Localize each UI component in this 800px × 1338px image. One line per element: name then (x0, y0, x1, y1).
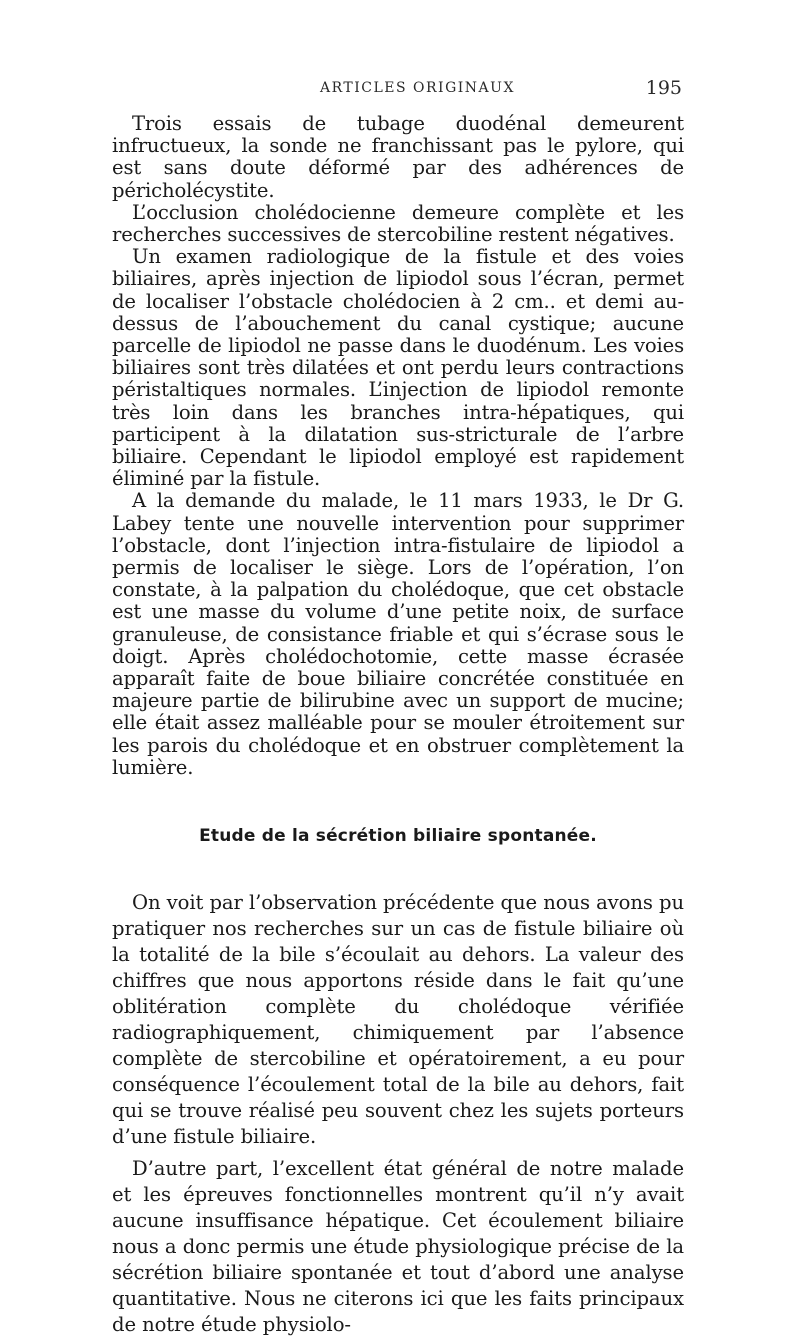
page-number: 195 (645, 77, 682, 99)
paragraph-intervention: A la demande du malade, le 11 mars 1933, le Dr G. Labey tente une nouvelle intervention pour supprimer l’obstacle, dont l’injection intra-fistulaire de lipiodol a permis de localiser le siège. Lors de l’opération, l’on constate, à la palpation du cholédoque, que cet obstacle est une masse du volume d’une petite noix, de surface granuleuse, de consistance friable et qui s’écrase sous le doigt. Après cholédochotomie, cette masse écrasée apparaît faite de boue biliaire concrétée constituée en majeure partie de bilirubine avec un support de mucine; elle était assez malléable pour se mouler étroitement sur les parois du cholédoque et en obstruer complètement la lumière. (112, 489, 684, 779)
paragraph-occlusion: L’occlusion cholédocienne demeure complète et les recherches successives de stercobiline restent négatives. (112, 200, 684, 247)
paragraph-radiologic-exam: Un examen radiologique de la fistule et des voies biliaires, après injection de lipiodol sous l’écran, permet de localiser l’obstacle cholédocien à 2 cm.. et demi au-dessus de l’abouchement du canal cystique; aucune parcelle de lipiodol ne passe dans le duodénum. Les voies biliaires sont très dilatées et ont perdu leurs contractions péristaltiques normales. L’injection de lipiodol remonte très loin dans les branches intra-hépatiques, qui participent à la dilatation sus-stricturale de l’arbre biliaire. Cependant le lipiodol employé est rapidement éliminé par la fistule. (112, 245, 684, 491)
paragraph-observation: On voit par l’observation précédente que nous avons pu pratiquer nos recherches sur un cas de fistule biliaire où la totalité de la bile s’écoulait au dehors. La valeur des chiffres que nous apportons réside dans le fait qu’une oblitération complète du cholédoque vérifiée radiographiquement, chimiquement par l’absence complète de stercobiline et opératoirement, a eu pour conséquence l’écoulement total de la bile au dehors, fait qui se trouve réalisé peu souvent chez les sujets porteurs d’une fistule biliaire. (112, 891, 684, 1149)
running-title: ARTICLES ORIGINAUX (320, 80, 515, 96)
paragraph-etat-general: D’autre part, l’excellent état général de notre malade et les épreuves fonctionnelles montrent qu’il n’y avait aucune insuffisance hépatique. Cet écoulement biliaire nous a donc permis une étude physiologique précise de la sécrétion biliaire spontanée et tout d’abord une analyse quantitative. Nous ne citerons ici que les faits principaux de notre étude physiolo- (112, 1157, 684, 1337)
article-body (112, 113, 684, 1338)
section-title: Etude de la sécrétion biliaire spontanée. (199, 826, 597, 847)
paragraph-tubage: Trois essais de tubage duodénal demeurent infructueux, la sonde ne franchissant pas le pylore, qui est sans doute déformé par des adhérences de péricholécystite. (112, 112, 684, 202)
running-header (112, 77, 682, 104)
